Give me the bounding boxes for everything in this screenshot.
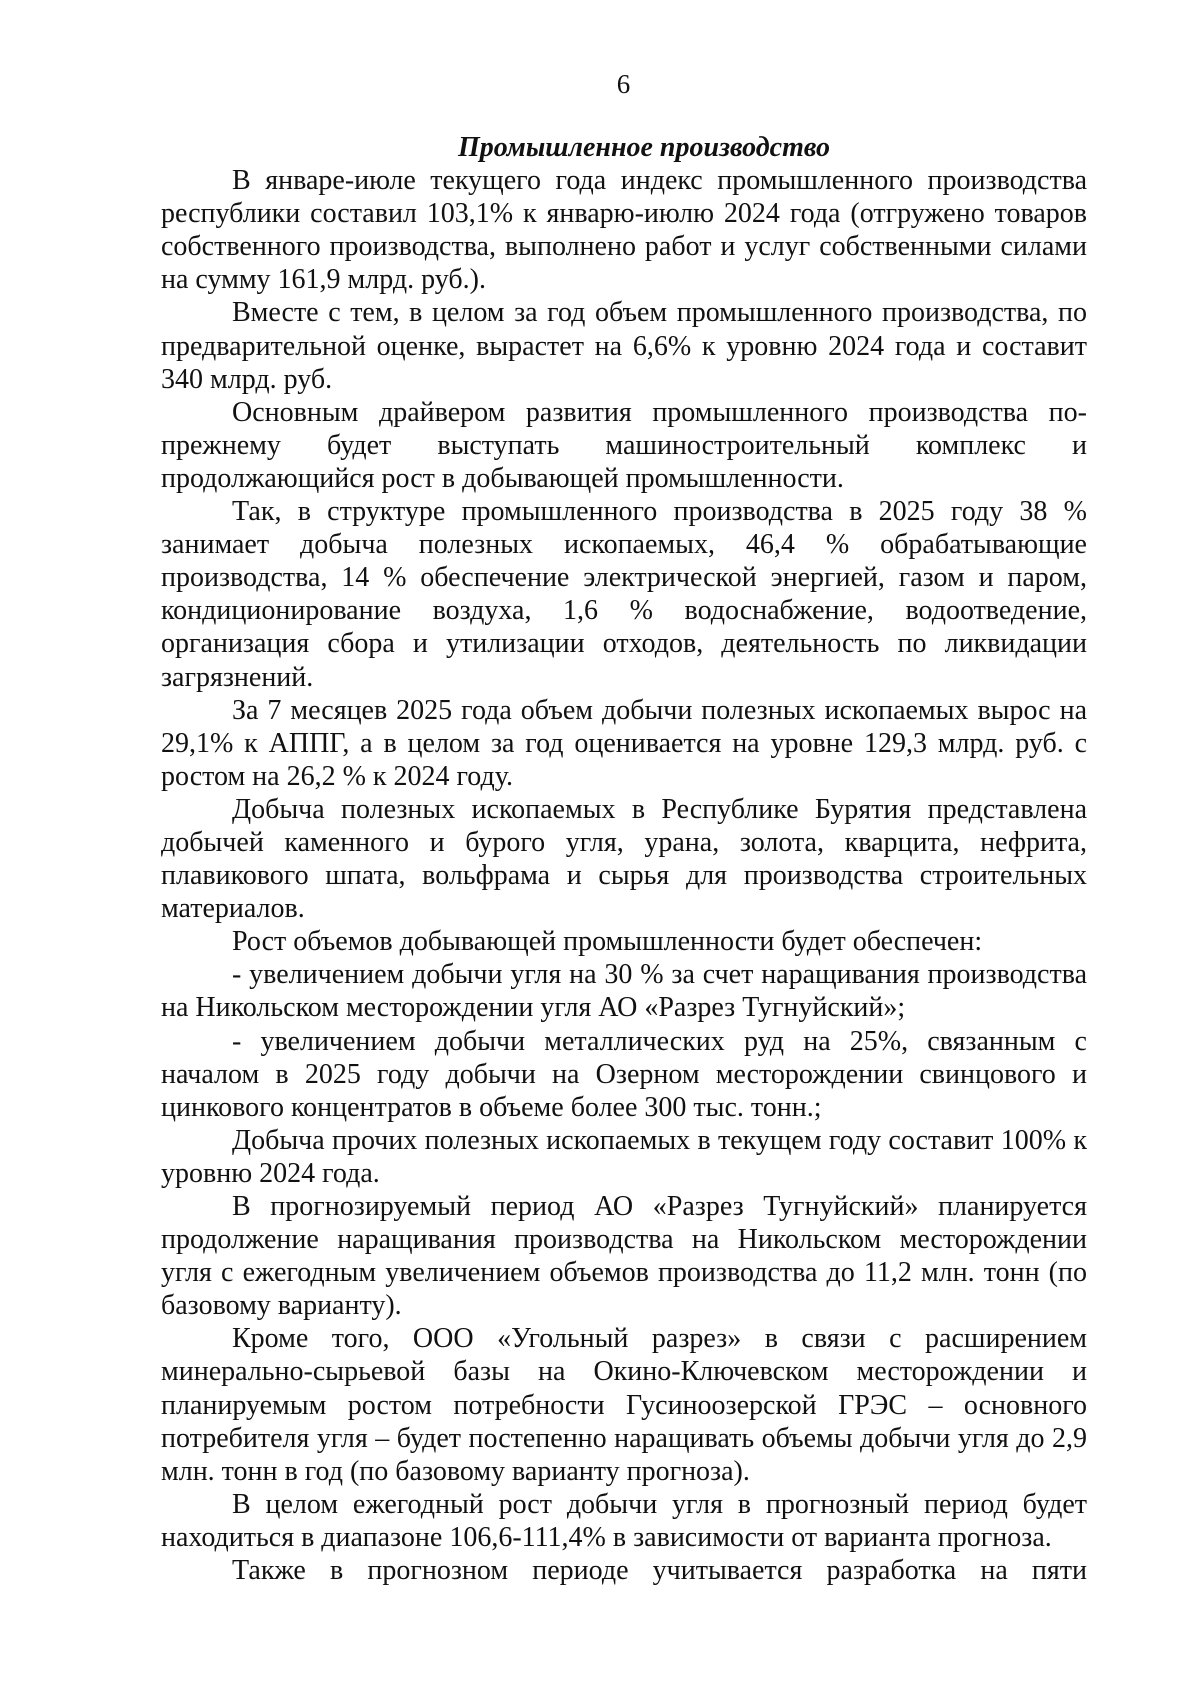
paragraph: Так, в структуре промышленного производства в 2025 году 38 % занимает добыча полезных ископаемых, 46,4 % обрабатывающие производства, 14 % обеспечение электрической энергией, газом и паром, кондиционирование воздуха, 1,6 % водоснабжение, водоотведение, организация сбора и утилизации отходов, деятельность по ликвидации загрязнений. [161,496,1087,693]
paragraph: Добыча полезных ископаемых в Республике Бурятия представлена добычей каменного и бурого угля, урана, золота, кварцита, нефрита, плавикового шпата, вольфрама и сырья для производства строительных материалов. [161,793,1087,925]
paragraph: Добыча прочих полезных ископаемых в текущем году составит 100% к уровню 2024 года. [161,1124,1087,1189]
paragraph: Рост объемов добывающей промышленности будет обеспечен: [232,926,983,958]
document-body [161,131,1087,1587]
paragraph: Вместе с тем, в целом за год объем промышленного производства, по предварительной оценке, вырастет на 6,6% к уровню 2024 года и составит 340 млрд. руб. [161,297,1087,395]
list-item: - увеличением добычи металлических руд на 25%, связанным с началом в 2025 году добычи на Озерном месторождении свинцового и цинкового концентратов в объеме более 300 тыс. тонн.; [161,1025,1087,1123]
paragraph: В прогнозируемый период АО «Разрез Тугнуйский» планируется продолжение наращивания производства на Никольском месторождении угля с ежегодным увеличением объемов производства до 11,2 млн. тонн (по базовому варианту). [161,1191,1087,1322]
paragraph: За 7 месяцев 2025 года объем добычи полезных ископаемых вырос на 29,1% к АППГ, а в целом за год оценивается на уровне 129,3 млрд. руб. с ростом на 26,2 % к 2024 году. [161,694,1087,792]
paragraph: Также в прогнозном периоде учитывается разработка на пяти [232,1555,1087,1587]
paragraph: В январе-июле текущего года индекс промышленного производства республики составил 103,1% к январю-июлю 2024 года (отгружено товаров собственного производства, выполнено работ и услуг собственными силами на сумму 161,9 млрд. руб.). [161,165,1087,296]
paragraph: Основным драйвером развития промышленного производства по-прежнему будет выступать машиностроительный комплекс и продолжающийся рост в добывающей промышленности. [161,396,1087,494]
paragraph: В целом ежегодный рост добычи угля в прогнозный период будет находиться в диапазоне 106,6-111,4% в зависимости от варианта прогноза. [161,1488,1087,1553]
paragraph: Кроме того, ООО «Угольный разрез» в связи с расширением минерально-сырьевой базы на Окино-Ключевском месторождении и планируемым ростом потребности Гусиноозерской ГРЭС – основного потребителя угля – будет постепенно наращивать объемы добычи угля до 2,9 млн. тонн в год (по базовому варианту прогноза). [161,1323,1087,1487]
page-number: 6 [616,69,631,99]
list-item: - увеличением добычи угля на 30 % за счет наращивания производства на Никольском месторождении угля АО «Разрез Тугнуйский»; [161,959,1087,1024]
section-title: Промышленное производство [457,132,831,163]
